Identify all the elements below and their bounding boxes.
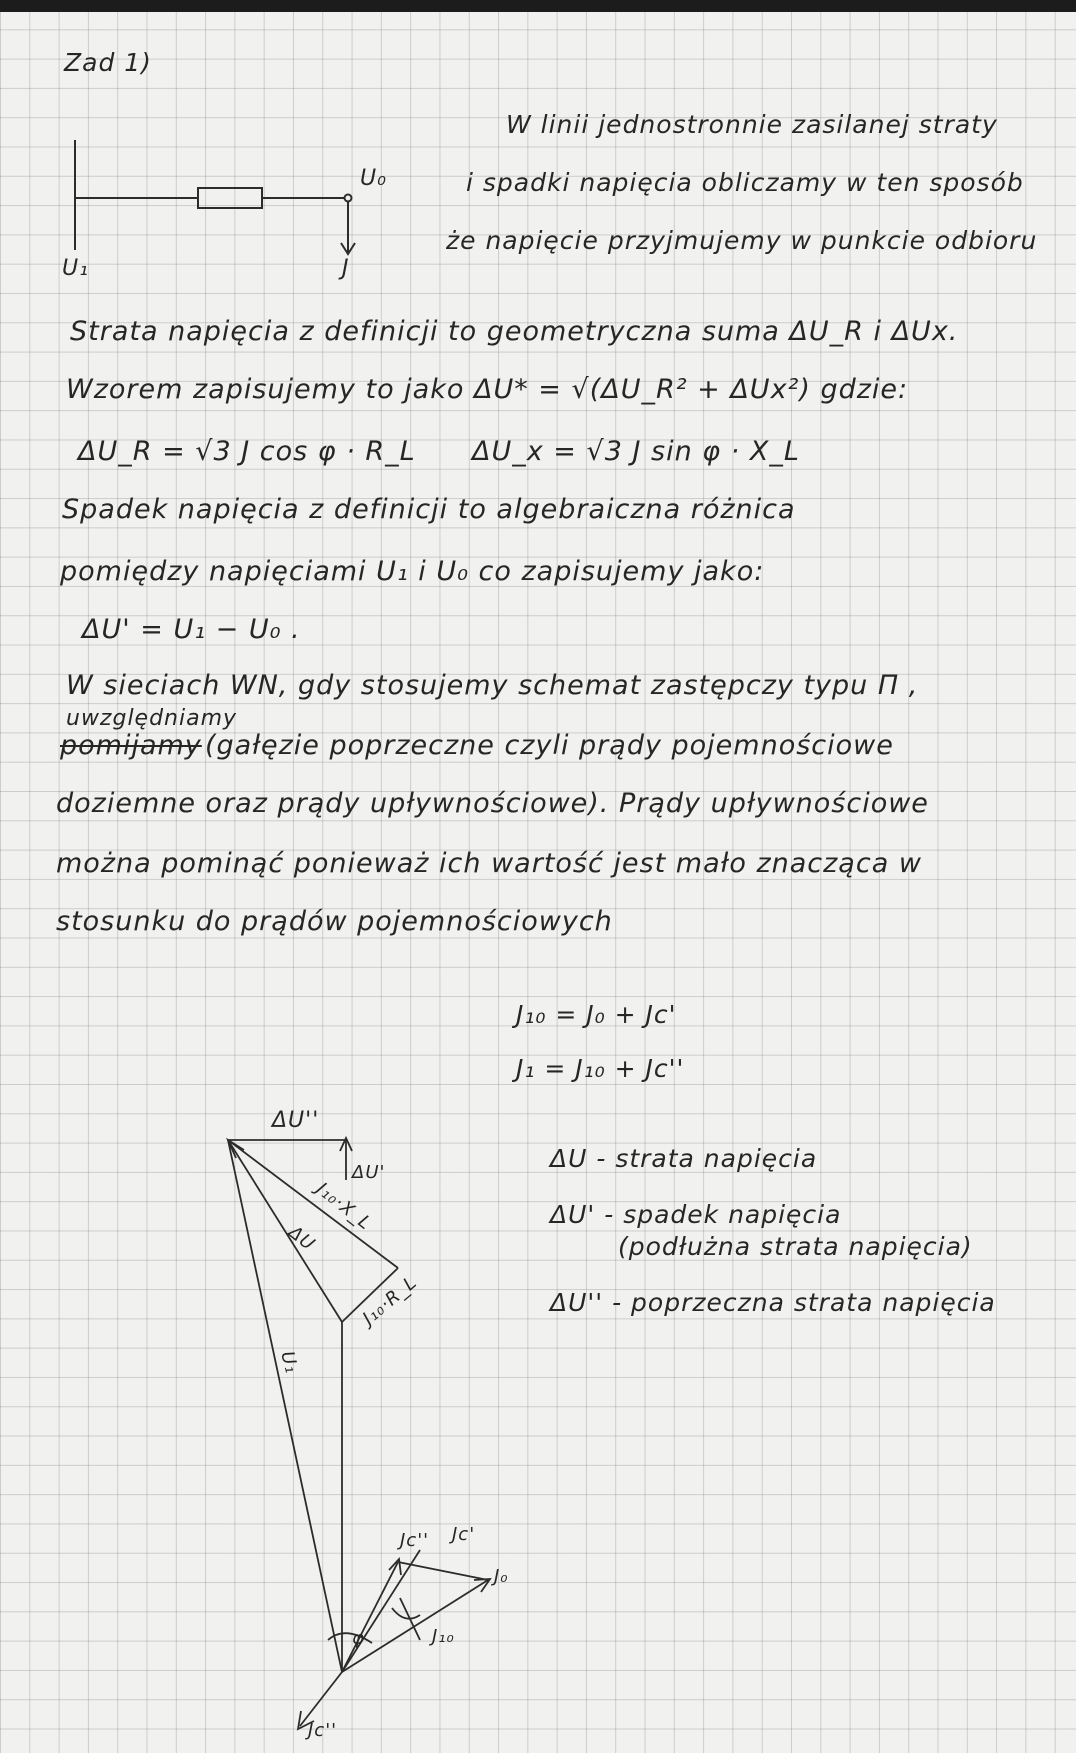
label-jc-single: Jc'	[452, 1524, 476, 1545]
circuit-label-current: J	[342, 256, 350, 281]
hv-line-2-rest: (gałęzie poprzeczne czyli prądy pojemnościowe	[205, 730, 894, 761]
current-equation-1: J₁₀ = J₀ + Jc'	[516, 1000, 677, 1029]
drop-definition-line-2: pomiędzy napięciami U₁ i U₀ co zapisujemy jako:	[60, 556, 765, 587]
hv-line-1: W sieciach WN, gdy stosujemy schemat zastępczy typu Π ,	[66, 670, 919, 701]
load-node	[345, 195, 352, 202]
line-impedance-resistor	[198, 188, 262, 208]
task-heading: Zad 1)	[64, 48, 152, 77]
u1-phasor	[228, 1140, 342, 1672]
intro-line-3: że napięcie przyjmujemy w punkcie odbioru	[446, 226, 1038, 255]
label-j10: J₁₀	[432, 1626, 455, 1647]
intro-line-2: i spadki napięcia obliczamy w ten sposób	[466, 168, 1024, 197]
hv-crossed-word: pomijamy	[60, 730, 202, 761]
label-delta-u-longitudinal: ΔU'	[352, 1162, 386, 1183]
label-delta-u-transverse: ΔU''	[272, 1108, 320, 1133]
j10-phasor	[342, 1562, 398, 1672]
loss-definition-line: Strata napięcia z definicji to geometryczna suma ΔU_R i ΔUx.	[70, 316, 959, 347]
hv-inserted-word: uwzględniamy	[66, 706, 238, 731]
legend-delta-u-dbl: ΔU'' - poprzeczna strata napięcia	[550, 1288, 996, 1317]
label-jc-dbl-top: Jc''	[400, 1530, 430, 1551]
label-phi: φ	[352, 1628, 365, 1649]
circuit-label-u0: U₀	[360, 166, 387, 191]
delta-u-phasor	[228, 1140, 342, 1322]
intro-line-1: W linii jednostronnie zasilanej straty	[506, 110, 998, 139]
hv-line-5: stosunku do prądów pojemnościowych	[56, 906, 613, 937]
j0-arrowhead	[474, 1579, 490, 1592]
label-u1-phasor: U₁	[276, 1349, 303, 1376]
label-delta-u: ΔU	[284, 1221, 320, 1256]
label-j0: J₀	[494, 1566, 509, 1587]
drop-definition-line-1: Spadek napięcia z definicji to algebraiczna różnica	[62, 494, 796, 525]
hv-line-4: można pominąć ponieważ ich wartość jest mało znacząca w	[56, 848, 922, 879]
j1-phasor	[342, 1550, 420, 1672]
label-j10-xl: J₁₀·X_L	[312, 1178, 376, 1235]
jc-dbl-bottom-phasor	[300, 1672, 342, 1726]
j0-phasor	[342, 1580, 488, 1672]
legend-delta-u-single-sub: (podłużna strata napięcia)	[618, 1232, 973, 1261]
circuit-label-u1: U₁	[62, 256, 89, 281]
label-jc-dbl-bottom: Jc''	[308, 1720, 338, 1741]
label-j10-rl: J₁₀·R_L	[358, 1271, 422, 1330]
formula-delta-ur: ΔU_R = √3 J cos φ · R_L	[78, 436, 416, 467]
j10-xl-phasor	[228, 1140, 398, 1268]
formula-delta-u-drop: ΔU' = U₁ − U₀ .	[82, 614, 301, 645]
legend-delta-u: ΔU - strata napięcia	[550, 1144, 818, 1173]
current-equation-2: J₁ = J₁₀ + Jc''	[516, 1054, 685, 1083]
circuit-diagram	[75, 140, 355, 254]
hv-line-3: doziemne oraz prądy upływnościowe). Prądy upływnościowe	[56, 788, 929, 819]
formula-delta-ux: ΔU_x = √3 J sin φ · X_L	[472, 436, 800, 467]
loss-formula-line: Wzorem zapisujemy to jako ΔU* = √(ΔU_R² + ΔUx²) gdzie:	[66, 374, 909, 405]
legend-delta-u-single: ΔU' - spadek napięcia	[550, 1200, 842, 1229]
